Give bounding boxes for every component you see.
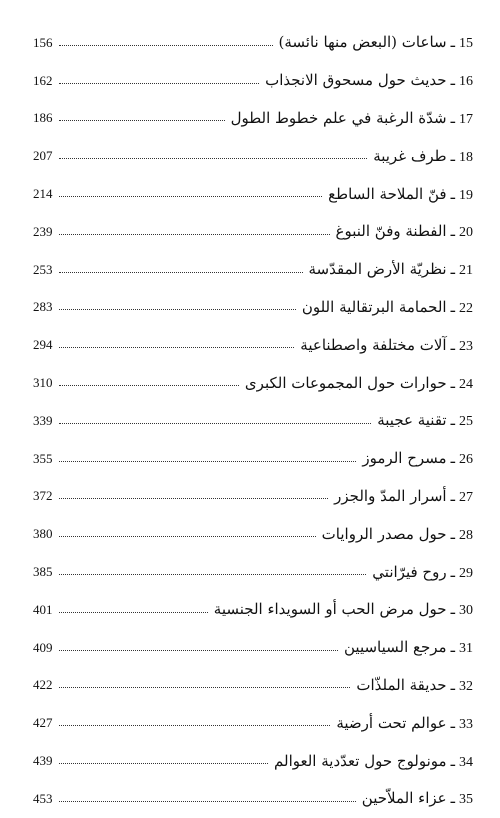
dot-leader <box>59 612 208 613</box>
separator-dash: ـ <box>450 600 455 619</box>
page-number: 422 <box>33 677 53 693</box>
toc-entry <box>33 213 473 251</box>
chapter-number: 27 <box>459 489 473 505</box>
separator-dash: ـ <box>450 713 455 732</box>
toc-entry <box>33 704 473 742</box>
separator-dash: ـ <box>450 524 455 543</box>
chapter-title: حديقة الملذّات <box>356 675 447 694</box>
dot-leader <box>59 687 350 688</box>
entry-title-group <box>328 185 473 204</box>
page-number: 409 <box>33 639 53 655</box>
chapter-number: 15 <box>459 36 473 52</box>
dot-leader <box>59 650 338 651</box>
toc-entry <box>33 175 473 213</box>
dot-leader <box>59 234 330 235</box>
entry-title-group <box>373 147 473 166</box>
separator-dash: ـ <box>450 751 455 770</box>
toc-entry <box>33 137 473 175</box>
chapter-title: نظريّة الأرض المقدّسة <box>308 260 447 279</box>
separator-dash: ـ <box>450 486 455 505</box>
page-number: 253 <box>33 261 53 277</box>
dot-leader <box>59 423 371 424</box>
chapter-number: 20 <box>459 225 473 241</box>
entry-title-group <box>322 525 473 544</box>
toc-entry <box>33 667 473 705</box>
chapter-number: 32 <box>459 678 473 694</box>
toc-entry <box>33 553 473 591</box>
chapter-title: طرف غريبة <box>373 146 447 165</box>
chapter-title: مسرح الرموز <box>362 449 447 468</box>
toc-entry <box>33 62 473 100</box>
toc-entry <box>33 24 473 62</box>
page-number: 385 <box>33 564 53 580</box>
page-number: 380 <box>33 526 53 542</box>
entry-title-group <box>231 109 473 128</box>
chapter-title: ساعات (البعض منها نائسة) <box>278 33 447 52</box>
chapter-number: 17 <box>459 111 473 127</box>
toc-entry <box>33 515 473 553</box>
dot-leader <box>59 158 367 159</box>
page-number: 453 <box>33 790 53 806</box>
page-number: 214 <box>33 186 53 202</box>
toc-entry <box>33 440 473 478</box>
entry-title-group <box>336 714 473 733</box>
toc-entry <box>33 629 473 667</box>
entry-title-group <box>356 676 473 695</box>
page-number: 283 <box>33 299 53 315</box>
dot-leader <box>59 725 330 726</box>
chapter-title: فنّ الملاحة الساطع <box>328 184 447 203</box>
page-number: 156 <box>33 34 53 50</box>
entry-title-group <box>245 374 473 393</box>
page-number: 427 <box>33 715 53 731</box>
toc-entry <box>33 100 473 138</box>
chapter-title: أسرار المدّ والجزر <box>334 486 447 505</box>
chapter-title: حول مصدر الروايات <box>321 524 447 543</box>
chapter-number: 21 <box>459 263 473 279</box>
separator-dash: ـ <box>450 638 455 657</box>
chapter-title: حديث حول مسحوق الانجذاب <box>265 71 447 90</box>
chapter-number: 18 <box>459 149 473 165</box>
separator-dash: ـ <box>450 260 455 279</box>
separator-dash: ـ <box>450 789 455 808</box>
page-number: 401 <box>33 601 53 617</box>
separator-dash: ـ <box>450 449 455 468</box>
page-number: 439 <box>33 753 53 769</box>
toc-entry <box>33 478 473 516</box>
toc-entry <box>33 402 473 440</box>
toc-entry <box>33 289 473 327</box>
page-number: 310 <box>33 375 53 391</box>
entry-title-group <box>344 638 473 657</box>
chapter-number: 30 <box>459 603 473 619</box>
toc-entry <box>33 326 473 364</box>
dot-leader <box>59 498 328 499</box>
toc-entry <box>33 780 473 818</box>
entry-title-group <box>336 222 473 241</box>
separator-dash: ـ <box>450 222 455 241</box>
dot-leader <box>59 385 239 386</box>
chapter-number: 23 <box>459 338 473 354</box>
chapter-number: 16 <box>459 74 473 90</box>
chapter-title: مونولوج حول تعدّدية العوالم <box>274 751 447 770</box>
page-number: 186 <box>33 110 53 126</box>
dot-leader <box>59 801 356 802</box>
separator-dash: ـ <box>450 108 455 127</box>
dot-leader <box>59 574 366 575</box>
entry-title-group <box>300 336 473 355</box>
entry-title-group <box>377 411 473 430</box>
separator-dash: ـ <box>450 184 455 203</box>
chapter-title: تقنية عجيبة <box>377 411 447 430</box>
chapter-title: آلات مختلفة واصطناعية <box>300 335 447 354</box>
chapter-title: الفطنة وفنّ النبوغ <box>335 222 447 241</box>
chapter-number: 33 <box>459 716 473 732</box>
chapter-title: الحمامة البرتقالية اللون <box>301 297 447 316</box>
chapter-number: 34 <box>459 754 473 770</box>
toc-entry <box>33 251 473 289</box>
toc-entry <box>33 364 473 402</box>
entry-title-group <box>302 298 473 317</box>
chapter-number: 25 <box>459 414 473 430</box>
entry-title-group <box>334 487 473 506</box>
chapter-number: 24 <box>459 376 473 392</box>
separator-dash: ـ <box>450 411 455 430</box>
separator-dash: ـ <box>450 675 455 694</box>
entry-title-group <box>362 789 473 808</box>
chapter-title: حوارات حول المجموعات الكبرى <box>244 373 447 392</box>
dot-leader <box>59 461 356 462</box>
separator-dash: ـ <box>450 335 455 354</box>
page-number: 355 <box>33 450 53 466</box>
chapter-number: 22 <box>459 300 473 316</box>
chapter-number: 26 <box>459 452 473 468</box>
page-number: 239 <box>33 223 53 239</box>
entry-title-group <box>372 563 473 582</box>
dot-leader <box>59 763 268 764</box>
chapter-title: شدّة الرغبة في علم خطوط الطول <box>230 108 447 127</box>
dot-leader <box>59 120 225 121</box>
separator-dash: ـ <box>450 373 455 392</box>
chapter-number: 29 <box>459 565 473 581</box>
entry-title-group <box>214 600 473 619</box>
chapter-title: حول مرض الحب أو السويداء الجنسية <box>213 600 447 619</box>
page-number: 372 <box>33 488 53 504</box>
chapter-number: 35 <box>459 792 473 808</box>
toc-entry <box>33 742 473 780</box>
dot-leader <box>59 309 296 310</box>
entry-title-group <box>309 260 474 279</box>
entry-title-group <box>362 449 473 468</box>
chapter-number: 28 <box>459 527 473 543</box>
table-of-contents <box>33 24 473 818</box>
page-number: 339 <box>33 412 53 428</box>
dot-leader <box>59 347 294 348</box>
dot-leader <box>59 196 322 197</box>
toc-entry <box>33 591 473 629</box>
entry-title-group <box>274 752 473 771</box>
dot-leader <box>59 272 303 273</box>
page-number: 162 <box>33 72 53 88</box>
chapter-title: عوالم تحت أرضية <box>336 713 447 732</box>
entry-title-group <box>279 33 473 52</box>
chapter-number: 19 <box>459 187 473 203</box>
dot-leader <box>59 83 259 84</box>
dot-leader <box>59 45 273 46</box>
entry-title-group <box>265 71 473 90</box>
chapter-title: مرجع السياسيين <box>344 638 447 657</box>
separator-dash: ـ <box>450 71 455 90</box>
chapter-number: 31 <box>459 641 473 657</box>
chapter-title: روح فيرّانتي <box>372 562 447 581</box>
chapter-title: عزاء الملاّحين <box>361 789 447 808</box>
separator-dash: ـ <box>450 33 455 52</box>
dot-leader <box>59 536 316 537</box>
page-number: 294 <box>33 337 53 353</box>
separator-dash: ـ <box>450 562 455 581</box>
separator-dash: ـ <box>450 146 455 165</box>
page-number: 207 <box>33 148 53 164</box>
separator-dash: ـ <box>450 297 455 316</box>
